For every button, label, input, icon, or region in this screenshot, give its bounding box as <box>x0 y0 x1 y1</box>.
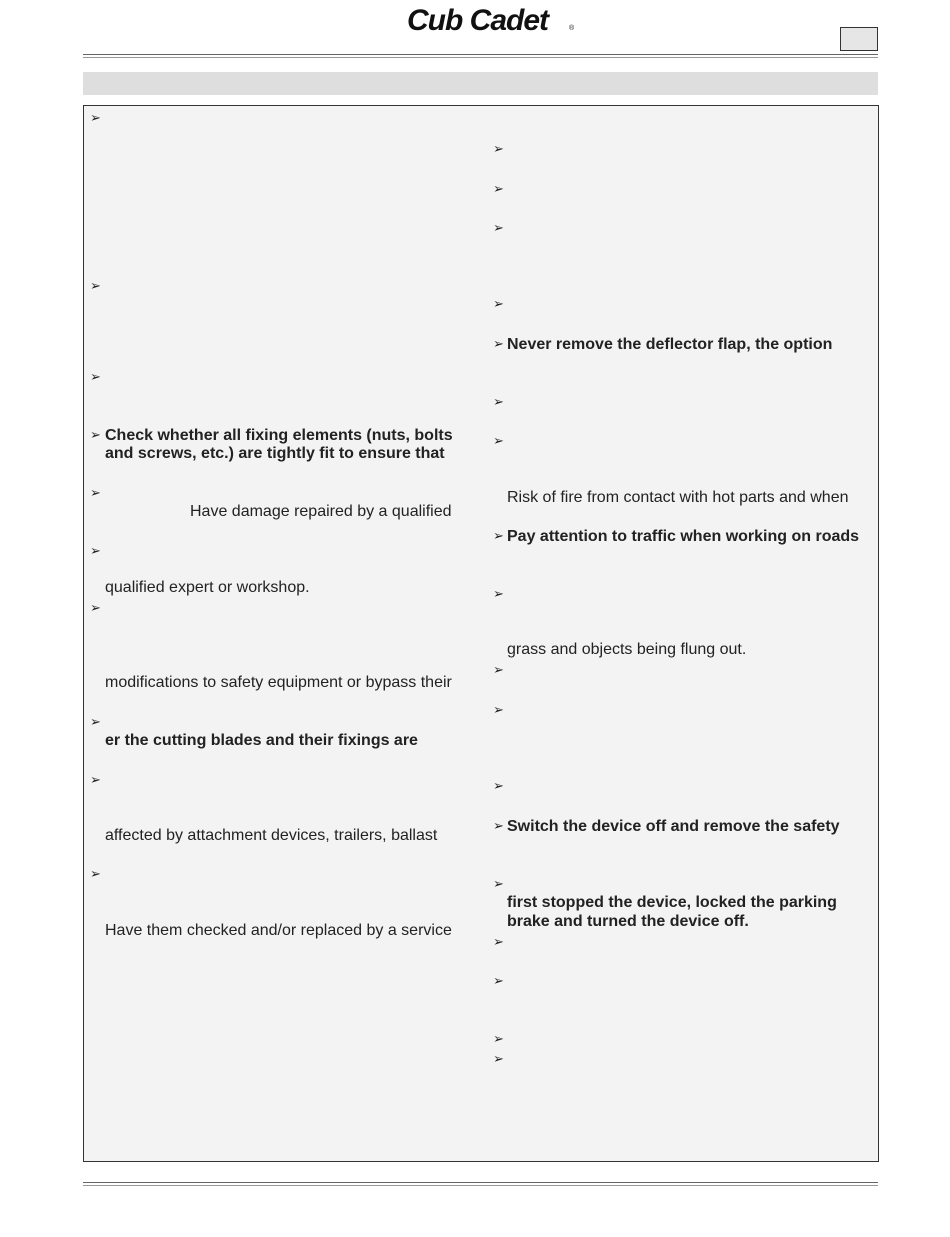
cub-cadet-logo <box>405 2 580 38</box>
svg-text:Cub Cadet: Cub Cadet <box>407 4 548 37</box>
bullet-icon: ➢ <box>90 544 101 559</box>
bullet-icon: ➢ <box>493 877 504 892</box>
bullet-icon: ➢ <box>90 601 101 616</box>
bullet-icon: ➢ <box>90 111 101 126</box>
text-line: Pay attention to traffic when working on roads <box>507 528 860 545</box>
bullet-icon: ➢ <box>90 279 101 294</box>
text-line: Check whether all fixing elements (nuts, bolts <box>105 427 453 444</box>
bullet-icon: ➢ <box>90 370 101 385</box>
footer-rule <box>83 1182 878 1183</box>
bullet-icon: ➢ <box>493 779 504 794</box>
text-line: Have them checked and/or replaced by a service <box>105 922 452 939</box>
footer-rule-thin <box>83 1185 878 1186</box>
bullet-icon: ➢ <box>493 1032 504 1047</box>
bullet-icon: ➢ <box>493 974 504 989</box>
bullet-icon: ➢ <box>493 221 504 236</box>
text-line: Switch the device off and remove the safety <box>507 818 840 835</box>
bullet-icon: ➢ <box>493 297 504 312</box>
safety-instructions-panel <box>83 105 879 1162</box>
bullet-icon: ➢ <box>493 703 504 718</box>
bullet-icon: ➢ <box>90 428 101 443</box>
text-line: brake and turned the device off. <box>507 913 749 930</box>
text-line: and screws, etc.) are tightly fit to ensure that <box>105 445 445 462</box>
brand-wordmark <box>405 2 580 38</box>
bullet-icon: ➢ <box>493 819 504 834</box>
bullet-icon: ➢ <box>493 142 504 157</box>
bullet-icon: ➢ <box>493 182 504 197</box>
bullet-icon: ➢ <box>493 337 504 352</box>
bullet-icon: ➢ <box>90 486 101 501</box>
text-line: qualified expert or workshop. <box>105 579 310 596</box>
bullet-icon: ➢ <box>493 1052 504 1067</box>
bullet-icon: ➢ <box>90 773 101 788</box>
svg-text:®: ® <box>569 25 575 32</box>
bullet-icon: ➢ <box>493 395 504 410</box>
section-title-bar <box>83 72 878 95</box>
text-line: Risk of fire from contact with hot parts and when <box>507 489 849 506</box>
text-line: Have damage repaired by a qualified <box>190 503 452 520</box>
bullet-icon: ➢ <box>493 663 504 678</box>
bullet-icon: ➢ <box>493 529 504 544</box>
text-line: first stopped the device, locked the parking <box>507 894 837 911</box>
header-rule <box>83 54 878 55</box>
text-line: er the cutting blades and their fixings are <box>105 732 418 749</box>
bullet-icon: ➢ <box>493 935 504 950</box>
bullet-icon: ➢ <box>90 867 101 882</box>
page-number-box <box>840 27 878 51</box>
text-line: affected by attachment devices, trailers, ballast <box>105 827 438 844</box>
bullet-icon: ➢ <box>493 434 504 449</box>
bullet-icon: ➢ <box>493 587 504 602</box>
bullet-icon: ➢ <box>90 715 101 730</box>
text-line: grass and objects being flung out. <box>507 641 747 658</box>
text-line: modifications to safety equipment or bypass their <box>105 674 452 691</box>
text-line: Never remove the deflector flap, the option <box>507 336 833 353</box>
header-rule-thin <box>83 57 878 58</box>
